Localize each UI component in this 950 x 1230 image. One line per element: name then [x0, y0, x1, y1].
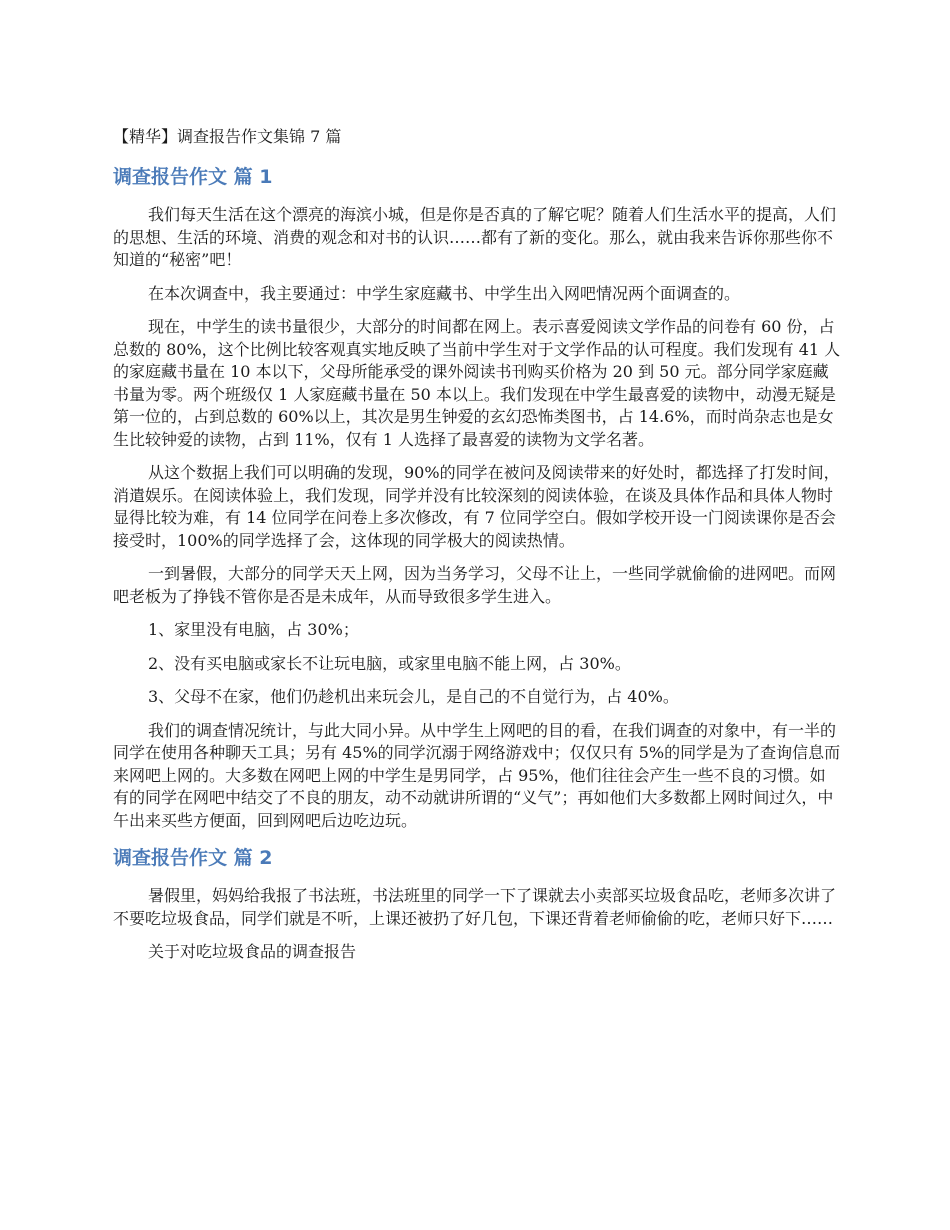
section-1 [113, 162, 841, 832]
list-item: 3、父母不在家，他们仍趁机出来玩会儿，是自己的不自觉行为，占 40%。 [148, 687, 679, 706]
list-item: 1、家里没有电脑，占 30%； [148, 620, 359, 639]
paragraph: 我们的调查情况统计，与此大同小异。从中学生上网吧的目的看，在我们调查的对象中，有一半的同学在使用各种聊天工具；另有 45%的同学沉溺于网络游戏中；仅仅只有 5%的同学是为了查询信息而来网吧上网的。大多数在网吧上网的中学生是男同学，占 95%，他们往往会产生一些不良的习惯。如有的同学在网吧中结交了不良的朋友，动不动就讲所谓的“义气”；再如他们大多数都上网时间过久，中午出来买些方便面，回到网吧后边吃边玩。 [113, 720, 841, 830]
paragraph: 从这个数据上我们可以明确的发现，90%的同学在被问及阅读带来的好处时，都选择了打发时间，消遣娱乐。在阅读体验上，我们发现，同学并没有比较深刻的阅读体验，在谈及具体作品和具体人物时显得比较为难，有 14 位同学在问卷上多次修改，有 7 位同学空白。假如学校开设一门阅读课你是否会接受时，100%的同学选择了会，这体现的同学极大的阅读热情。 [113, 463, 840, 550]
paragraph: 我们每天生活在这个漂亮的海滨小城，但是你是否真的了解它呢？随着人们生活水平的提高，人们的思想、生活的环境、消费的观念和对书的认识……都有了新的变化。那么，就由我来告诉你那些你不知道的“秘密”吧！ [113, 205, 837, 269]
paragraph: 暑假里，妈妈给我报了书法班，书法班里的同学一下了课就去小卖部买垃圾食品吃，老师多次讲了不要吃垃圾食品，同学们就是不听，上课还被扔了好几包，下课还背着老师偷偷的吃，老师只好下…… [113, 886, 837, 928]
paragraph: 现在，中学生的读书量很少，大部分的时间都在网上。表示喜爱阅读文学作品的问卷有 60 份，占总数的 80%，这个比例比较客观真实地反映了当前中学生对于文学作品的认可程度。我们发现有 41 人的家庭藏书量在 10 本以下，父母所能承受的课外阅读书刊购买价格为 20 到 50 元。部分同学家庭藏书量为零。两个班级仅 1 人家庭藏书量在 50 本以上。我们发现在中学生最喜爱的读物中，动漫无疑是第一位的，占到总数的 60%以上，其次是男生钟爱的玄幻恐怖类图书，占 14.6%，而时尚杂志也是女生比较钟爱的读物，占到 11%，仅有 1 人选择了最喜爱的读物为文学名著。 [113, 317, 841, 449]
section-heading: 调查报告作文 篇 2 [113, 847, 273, 869]
document-page [113, 124, 841, 975]
paragraph: 在本次调查中，我主要通过：中学生家庭藏书、中学生出入网吧情况两个面调查的。 [148, 283, 741, 303]
paragraph: 一到暑假，大部分的同学天天上网，因为当务学习，父母不让上，一些同学就偷偷的进网吧。而网吧老板为了挣钱不管你是否是未成年，从而导致很多学生进入。 [113, 564, 837, 606]
document-title: 【精华】调查报告作文集锦 7 篇 [113, 127, 342, 146]
paragraph: 关于对吃垃圾食品的调查报告 [148, 942, 357, 961]
section-2 [113, 843, 841, 964]
section-heading: 调查报告作文 篇 1 [113, 166, 273, 188]
list-item: 2、没有买电脑或家长不让玩电脑，或家里电脑不能上网，占 30%。 [148, 653, 631, 673]
